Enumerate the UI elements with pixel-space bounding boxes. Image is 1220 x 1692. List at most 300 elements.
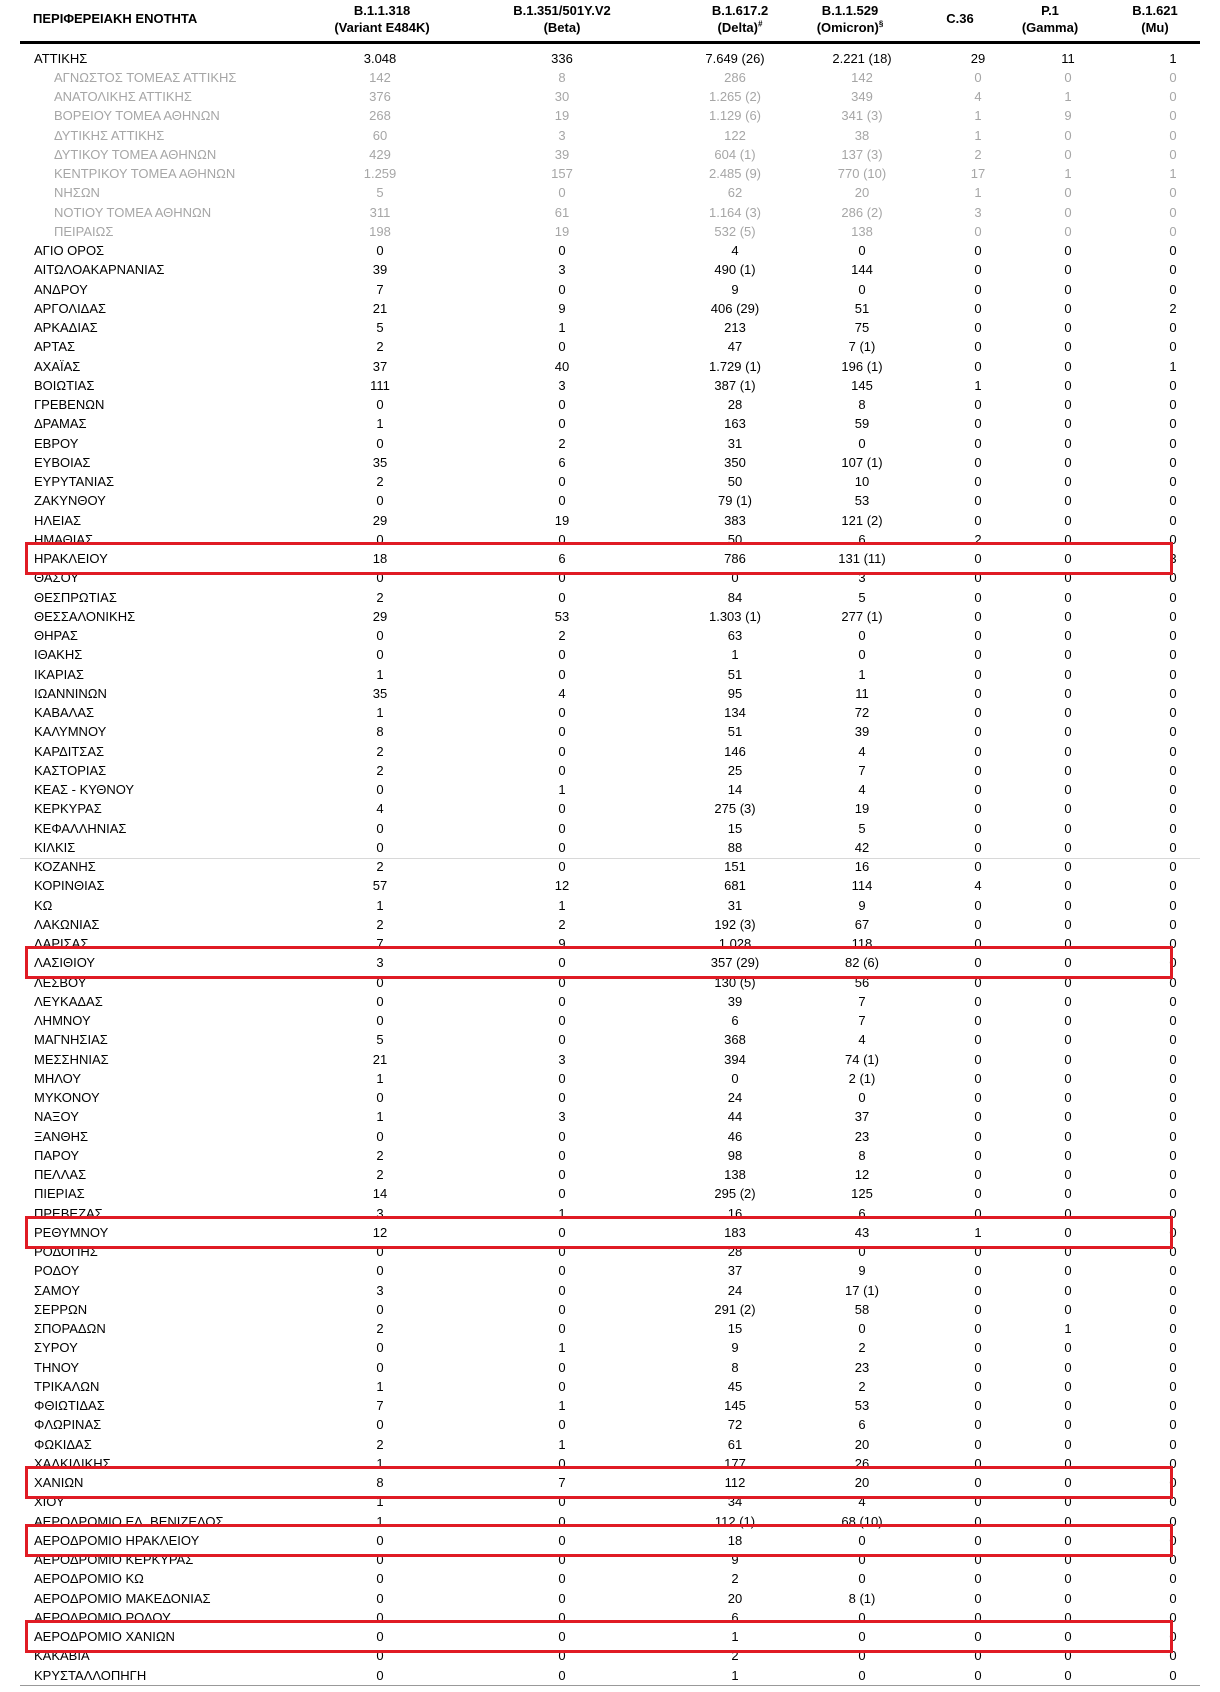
variant-count: 0 [1169,762,1177,778]
variant-count: 0 [1169,243,1177,258]
table-row [20,1435,1200,1454]
region-name: ΕΥΡΥΤΑΝΙΑΣ [34,474,115,489]
variant-count: 0 [974,1417,982,1433]
variant-count: 14 [727,782,743,797]
variant-count: 0 [1169,1090,1177,1105]
table-row [20,414,1200,433]
variant-count: 0 [558,1532,566,1548]
variant-count: 0 [1064,1571,1072,1587]
variant-count: 2 [376,1436,384,1452]
variant-count: 57 [372,878,388,894]
variant-count: 2 (1) [848,1070,876,1086]
variant-count: 1 [376,705,384,720]
region-name: ΜΕΣΣΗΝΙΑΣ [34,1051,109,1067]
variant-count: 1 [558,782,566,797]
variant-count: 0 [376,1417,384,1433]
variant-count: 6 [858,1205,866,1221]
variant-count: 19 [554,223,570,239]
region-name: ΙΩΑΝΝΙΝΩΝ [34,685,107,701]
variant-count: 0 [1169,1186,1177,1202]
variant-count: 1.259 [363,166,397,181]
variant-count: 0 [1169,820,1177,836]
variant-count: 9 [731,1340,739,1356]
variant-count: 7 [858,1013,866,1028]
variant-count: 12 [854,1167,870,1182]
variant-count: 3 [558,1109,566,1125]
variant-count: 7.649 (26) [705,50,765,66]
variant-count: 0 [558,1648,566,1664]
variant-count: 23 [854,1359,870,1375]
table-row [20,1319,1200,1338]
variant-count: 0 [1169,1609,1177,1625]
variant-count: 6 [558,454,566,470]
variant-count: 0 [1169,724,1177,740]
variant-count: 50 [727,531,743,547]
variant-count: 0 [1064,204,1072,220]
table-row [20,299,1200,318]
variant-count: 4 [558,685,566,701]
variant-count: 15 [727,820,743,836]
variant-count: 429 [369,146,391,162]
region-name: ΑΕΡΟΔΡΟΜΙΟ ΚΕΡΚΥΡΑΣ [34,1552,194,1567]
variant-count: 0 [558,974,566,990]
variant-count: 0 [858,243,866,258]
variant-count: 75 [854,320,870,335]
variant-count: 0 [558,1359,566,1375]
variant-count: 79 (1) [718,493,752,509]
variant-count: 0 [376,1301,384,1317]
variant-count: 0 [858,435,866,451]
variant-count: 0 [974,1571,982,1587]
variant-count: 0 [558,397,566,412]
variant-count: 0 [558,493,566,509]
table-row [20,1589,1200,1608]
variant-count: 0 [1169,1378,1177,1394]
variant-count: 0 [1064,262,1072,278]
variant-count: 3.048 [363,50,397,66]
region-name: ΦΩΚΙΔΑΣ [34,1436,92,1452]
variant-count: 62 [727,185,743,201]
variant-count: 0 [1169,1494,1177,1510]
variant-count: 277 (1) [841,608,883,624]
variant-count: 0 [1064,1552,1072,1567]
table-row [20,337,1200,356]
variant-count: 387 (1) [714,377,756,393]
variant-count: 350 [724,454,746,470]
variant-count: 0 [974,1648,982,1664]
variant-count: 0 [1064,531,1072,547]
variant-count: 0 [1064,1532,1072,1548]
variant-count: 0 [858,281,866,297]
variant-count: 0 [1169,1513,1177,1529]
variant-count: 0 [558,1552,566,1567]
variant-count: 7 [376,1398,384,1413]
variant-count: 0 [558,1186,566,1202]
variant-count: 1 [558,897,566,913]
region-name: ΑΕΡΟΔΡΟΜΙΟ ΜΑΚΕΔΟΝΙΑΣ [34,1590,211,1606]
variant-count: 0 [1169,493,1177,509]
variant-count: 53 [854,1398,870,1413]
variant-count: 0 [858,1667,866,1683]
variant-count: 2 [558,435,566,451]
variant-count: 0 [1064,1109,1072,1125]
table-row [20,684,1200,703]
variant-count: 44 [727,1109,743,1125]
table-row [20,1281,1200,1300]
variant-count: 0 [558,1282,566,1298]
table-row [20,1377,1200,1396]
variant-count: 0 [376,1648,384,1664]
variant-count: 31 [727,435,743,451]
table-row [20,761,1200,780]
region-name: ΚΑΡΔΙΤΣΑΣ [34,743,105,759]
variant-count: 0 [974,859,982,874]
variant-count: 0 [1169,1263,1177,1279]
region-name: ΧΑΛΚΙΔΙΚΗΣ [34,1455,111,1471]
variant-count: 0 [558,1667,566,1683]
variant-count: 1 [558,320,566,335]
variant-count: 114 [851,878,873,894]
variant-count: 0 [376,974,384,990]
variant-count: 0 [376,782,384,797]
header-footnote-mark: § [878,19,884,29]
variant-count: 0 [974,551,982,566]
variant-count: 56 [854,974,870,990]
variant-count: 9 [558,936,566,951]
variant-count: 0 [1064,320,1072,335]
variant-count: 51 [854,300,870,316]
variant-count: 53 [554,608,570,624]
variant-count: 0 [1064,839,1072,855]
variant-count: 1 [1169,50,1177,66]
table-row [20,1030,1200,1049]
variant-count: 11 [855,685,869,701]
header-line-1: B.1.621 [1132,3,1178,18]
table-row [20,434,1200,453]
variant-count: 0 [974,955,982,971]
region-name: ΑΕΡΟΔΡΟΜΙΟ ΧΑΝΙΩΝ [34,1629,175,1644]
header-variant-column [946,10,973,27]
variant-count: 0 [1169,146,1177,162]
variant-count: 0 [558,1224,566,1240]
variant-count: 0 [1064,705,1072,720]
variant-count: 2 [731,1648,739,1664]
variant-count: 0 [974,570,982,586]
header-line-2 [513,19,611,36]
variant-count: 0 [1064,1475,1072,1490]
variant-count: 0 [1169,1109,1177,1125]
region-name: ΝΑΞΟΥ [34,1109,79,1125]
variant-count: 28 [727,1244,743,1259]
variant-count: 0 [1169,936,1177,951]
variant-count: 0 [376,1571,384,1587]
variant-count: 0 [558,1090,566,1105]
table-row [20,376,1200,395]
variant-count: 2 [376,1147,384,1163]
region-name: ΑΤΤΙΚΗΣ [34,50,88,66]
variant-count: 2 [376,916,384,932]
variant-count: 20 [727,1590,743,1606]
variant-count: 0 [1064,1378,1072,1394]
variant-count: 1 [376,1513,384,1529]
variant-count: 0 [1064,1263,1072,1279]
variant-count: 2 [376,1321,384,1336]
table-row [20,722,1200,741]
region-name: ΘΕΣΣΑΛΟΝΙΚΗΣ [34,608,136,624]
table-row [20,992,1200,1011]
variant-count: 604 (1) [714,146,756,162]
variant-count: 0 [376,628,384,643]
region-name: ΠΕΙΡΑΙΩΣ [54,223,114,239]
variant-count: 0 [376,993,384,1009]
region-name: ΑΕΡΟΔΡΟΜΙΟ ΗΡΑΚΛΕΙΟΥ [34,1532,200,1548]
variant-count: 61 [727,1436,743,1452]
variant-count: 7 (1) [848,339,876,355]
variant-count: 0 [974,897,982,913]
variant-count: 1 [558,1436,566,1452]
region-name: ΘΕΣΠΡΩΤΙΑΣ [34,589,117,605]
variant-count: 0 [376,1532,384,1548]
variant-count: 0 [974,685,982,701]
table-row [20,511,1200,530]
variant-count: 17 [970,166,986,181]
variant-count: 0 [858,1552,866,1567]
region-name: ΑΧΑΪΑΣ [34,358,81,374]
variant-count: 0 [974,262,982,278]
variant-count: 0 [1169,262,1177,278]
variant-count: 1 [376,1070,384,1086]
variant-count: 0 [1169,1128,1177,1144]
variant-count: 0 [974,454,982,470]
variant-count: 0 [974,916,982,932]
table-row [20,799,1200,818]
variant-count: 2 [376,339,384,355]
variant-count: 1.265 (2) [708,89,762,104]
variant-count: 0 [558,859,566,874]
variant-count: 0 [376,243,384,258]
variant-count: 40 [554,358,570,374]
variant-count: 6 [558,551,566,566]
variant-count: 0 [974,666,982,682]
variant-count: 0 [1169,69,1177,85]
variant-count: 2 [974,531,982,547]
variant-count: 39 [727,993,743,1009]
variant-count: 37 [372,358,388,374]
header-variant-column [817,2,884,36]
variant-count: 0 [558,705,566,720]
region-name: ΗΛΕΙΑΣ [34,512,82,528]
table-row [20,1666,1200,1685]
variant-count: 112 (1) [714,1513,756,1529]
region-name: ΚΟΖΑΝΗΣ [34,859,96,874]
variant-count: 18 [727,1532,743,1548]
variant-count: 9 [858,897,866,913]
table-row [20,742,1200,761]
variant-count: 39 [372,262,388,278]
variant-count: 0 [1064,146,1072,162]
variant-count: 74 (1) [845,1051,879,1067]
variant-count: 0 [1169,512,1177,528]
variant-count: 4 [858,1494,866,1510]
table-row [20,395,1200,414]
variant-count: 0 [974,416,982,432]
variant-count: 0 [1169,839,1177,855]
table-row [20,203,1200,222]
variant-count: 107 (1) [841,454,883,470]
variant-count: 43 [854,1224,870,1240]
variant-count: 0 [858,1321,866,1336]
variant-count: 67 [854,916,870,932]
variant-count: 0 [974,435,982,451]
variant-count: 0 [1064,1090,1072,1105]
variant-count: 15 [727,1321,743,1336]
region-name: ΚΑΣΤΟΡΙΑΣ [34,762,107,778]
variant-count: 1.729 (1) [708,358,762,374]
variant-count: 39 [554,146,570,162]
variant-count: 0 [1169,1032,1177,1048]
variant-count: 2 [558,916,566,932]
region-name: ΣΑΜΟΥ [34,1282,80,1298]
variant-count: 0 [858,1532,866,1548]
variant-count: 0 [974,1013,982,1028]
header-line-1: ΠΕΡΙΦΕΡΕΙΑΚΗ ΕΝΟΤΗΤΑ [33,11,198,26]
region-name: ΧΑΝΙΩΝ [34,1475,84,1490]
highlight-box [25,1216,1173,1249]
variant-count: 6 [731,1609,739,1625]
variant-count: 770 (10) [837,166,887,181]
variant-count: 0 [1064,628,1072,643]
variant-count: 0 [558,474,566,489]
header-variant-column [1022,2,1078,36]
highlight-box [25,946,1173,979]
region-name: ΚΑΚΑΒΙΑ [34,1648,90,1664]
variant-count: 786 [724,551,746,566]
variant-count: 1 [974,108,982,124]
header-line-1: B.1.1.529 [821,3,879,18]
variant-count: 0 [974,743,982,759]
variant-count: 0 [1064,878,1072,894]
variant-count: 34 [727,1494,743,1510]
variant-count: 0 [974,474,982,489]
variant-count: 3 [558,377,566,393]
variant-count: 5 [858,589,866,605]
variant-count: 0 [1064,1147,1072,1163]
variant-count: 0 [1169,1167,1177,1182]
variant-count: 0 [974,512,982,528]
variant-count: 0 [1169,974,1177,990]
variant-count: 45 [727,1378,743,1394]
highlight-box [25,542,1173,575]
region-name: ΜΑΓΝΗΣΙΑΣ [34,1032,108,1048]
variant-count: 0 [974,1090,982,1105]
variant-count: 17 (1) [845,1282,879,1298]
highlight-box [25,1466,1173,1499]
variant-count: 142 [851,69,873,85]
variant-count: 0 [558,647,566,663]
variant-count: 53 [854,493,870,509]
variant-count: 0 [1169,531,1177,547]
variant-count: 0 [1169,339,1177,355]
variant-count: 0 [731,570,739,586]
variant-count: 0 [1169,1648,1177,1664]
variant-count: 0 [1064,1436,1072,1452]
variant-count: 0 [1064,435,1072,451]
variant-count: 3 [558,262,566,278]
variant-count: 0 [558,1629,566,1644]
variant-count: 0 [1169,89,1177,104]
variant-count: 0 [376,1629,384,1644]
variant-count: 0 [1064,1013,1072,1028]
region-name: ΚΕΡΚΥΡΑΣ [34,801,102,817]
variant-count: 291 (2) [714,1301,756,1317]
variant-count: 1 [1064,166,1072,181]
variant-count: 286 (2) [841,204,883,220]
variant-count: 0 [1169,1321,1177,1336]
variant-count: 0 [974,782,982,797]
header-line-1: B.1.1.318 [353,3,411,18]
variant-count: 0 [974,589,982,605]
variant-count: 0 [558,416,566,432]
variant-count: 0 [1169,397,1177,412]
variant-count: 51 [727,666,743,682]
variant-count: 286 [724,69,746,85]
variant-count: 0 [1169,1147,1177,1163]
variant-count: 118 [851,936,873,951]
region-name: ΑΓΝΩΣΤΟΣ ΤΟΜΕΑΣ ΑΤΤΙΚΗΣ [54,69,237,85]
variant-count: 0 [974,1167,982,1182]
variant-count: 112 [724,1475,746,1490]
table-row [20,1396,1200,1415]
variant-count: 0 [1064,1128,1072,1144]
table-row [20,915,1200,934]
variant-count: 0 [974,1205,982,1221]
highlight-box [25,1524,1173,1557]
variant-count: 0 [558,1070,566,1086]
variant-count: 2 [731,1571,739,1587]
variant-count: 1 [558,1340,566,1356]
region-name: ΧΙΟΥ [34,1494,65,1510]
variant-count: 12 [554,878,570,894]
variant-count: 3 [1169,551,1177,566]
variant-count: 0 [1064,666,1072,682]
variant-count: 0 [974,1128,982,1144]
variant-count: 0 [558,743,566,759]
variant-count: 1 [1169,358,1177,374]
table-row [20,68,1200,87]
variant-count: 0 [1169,1224,1177,1240]
variant-count: 72 [854,705,870,720]
variant-count: 0 [1064,974,1072,990]
variant-count: 0 [974,1590,982,1606]
region-name: ΑΡΤΑΣ [34,339,76,355]
variant-count: 0 [558,1032,566,1048]
header-line-1: P.1 [1041,3,1059,18]
variant-count: 7 [376,281,384,297]
header-line-2-text: (Delta) [717,20,758,35]
variant-count: 21 [372,300,388,316]
variant-count: 95 [727,685,743,701]
variant-count: 0 [376,647,384,663]
region-name: ΑΓΙΟ ΟΡΟΣ [34,243,105,258]
variant-count: 0 [1169,801,1177,817]
variant-count: 3 [558,1051,566,1067]
variant-count: 0 [1064,916,1072,932]
variant-count: 311 [369,204,391,220]
variant-count: 0 [1169,223,1177,239]
region-name: ΚΕΑΣ - ΚΥΘΝΟΥ [34,782,135,797]
variant-count: 0 [1169,647,1177,663]
region-name: ΛΑΣΙΘΙΟΥ [34,955,96,971]
